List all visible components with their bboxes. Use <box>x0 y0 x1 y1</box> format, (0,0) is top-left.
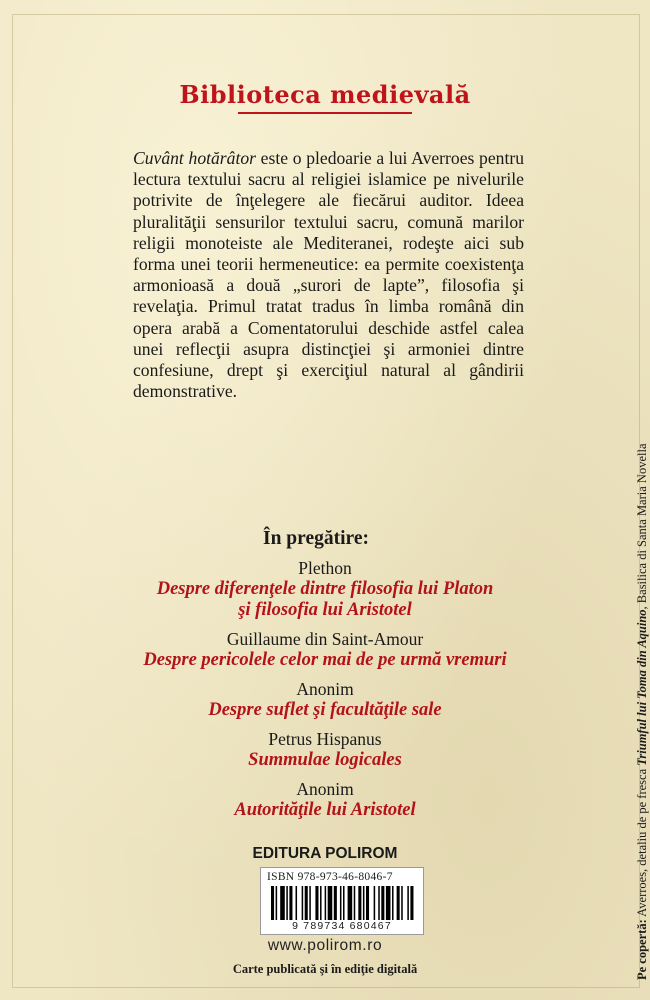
cover-credit-fresco: Triumful lui Toma din Aquino <box>635 609 649 766</box>
barcode-image <box>271 886 415 920</box>
book-author: Anonim <box>296 679 354 699</box>
publisher-website: www.polirom.ro <box>267 937 383 954</box>
book-title: Autorităţile lui Aristotel <box>234 800 416 820</box>
series-underline <box>238 112 412 114</box>
upcoming-book <box>0 558 650 621</box>
description-body: este o pledoarie a lui Averroes pentru lectura textului sacru al religiei islamice pe nivelurile potrivite de înţelegere ale fiecărui auditor. Ideea pluralităţii sensurilor textului sacru, comună marilor religii monoteiste ale Mediteranei, rodeşte aici sub forma unei teorii hermeneutice: ea permite coexistenţa armonioasă a două „surori de lapte”, filosofia şi revelaţia. Primul tratat tradus în limba română din opera arabă a Comentatorului deschide astfel calea unei reflecţii asupra distincţiei şi armoniei dintre confesiune, drept şi exerciţiul natural al gândirii demonstrative. <box>133 148 524 402</box>
book-title: Despre diferenţele dintre filosofia lui Platon <box>156 579 494 599</box>
series-title <box>0 80 650 114</box>
book-description <box>133 148 524 402</box>
book-author: Plethon <box>298 558 352 578</box>
book-author: Guillaume din Saint-Amour <box>226 629 424 649</box>
upcoming-book <box>0 779 650 821</box>
in-preparation-heading: În pregătire: <box>263 528 369 549</box>
upcoming-book <box>0 629 650 671</box>
cover-credit <box>635 60 650 980</box>
book-author: Petrus Hispanus <box>268 729 382 749</box>
upcoming-book <box>0 729 650 771</box>
book-author: Anonim <box>296 779 354 799</box>
cover-credit-location: , Basilica di Santa Maria Novella <box>635 443 649 610</box>
isbn-barcode-box <box>260 867 424 935</box>
book-title-italic: Cuvânt hotărâtor <box>133 148 256 168</box>
cover-credit-text: Averroes, detaliu de pe fresca <box>635 765 649 920</box>
isbn-label: ISBN 978-973-46-8046-7 <box>267 871 393 883</box>
upcoming-book <box>0 679 650 721</box>
series-name: Biblioteca medievală <box>179 80 471 109</box>
cover-credit-label: Pe copertă: <box>635 919 649 980</box>
book-title: Despre pericolele celor mai de pe urmă vremuri <box>143 650 507 670</box>
digital-edition-note: Carte publicată şi în ediţie digitală <box>232 962 418 976</box>
in-preparation-section <box>0 528 650 829</box>
book-title: Despre suflet şi facultăţile sale <box>208 700 442 720</box>
publisher-name: EDITURA POLIROM <box>252 845 398 862</box>
book-title: Summulae logicales <box>248 750 402 770</box>
barcode-number: 9 789734 680467 <box>292 920 392 932</box>
book-title-continued: şi filosofia lui Aristotel <box>238 600 412 620</box>
